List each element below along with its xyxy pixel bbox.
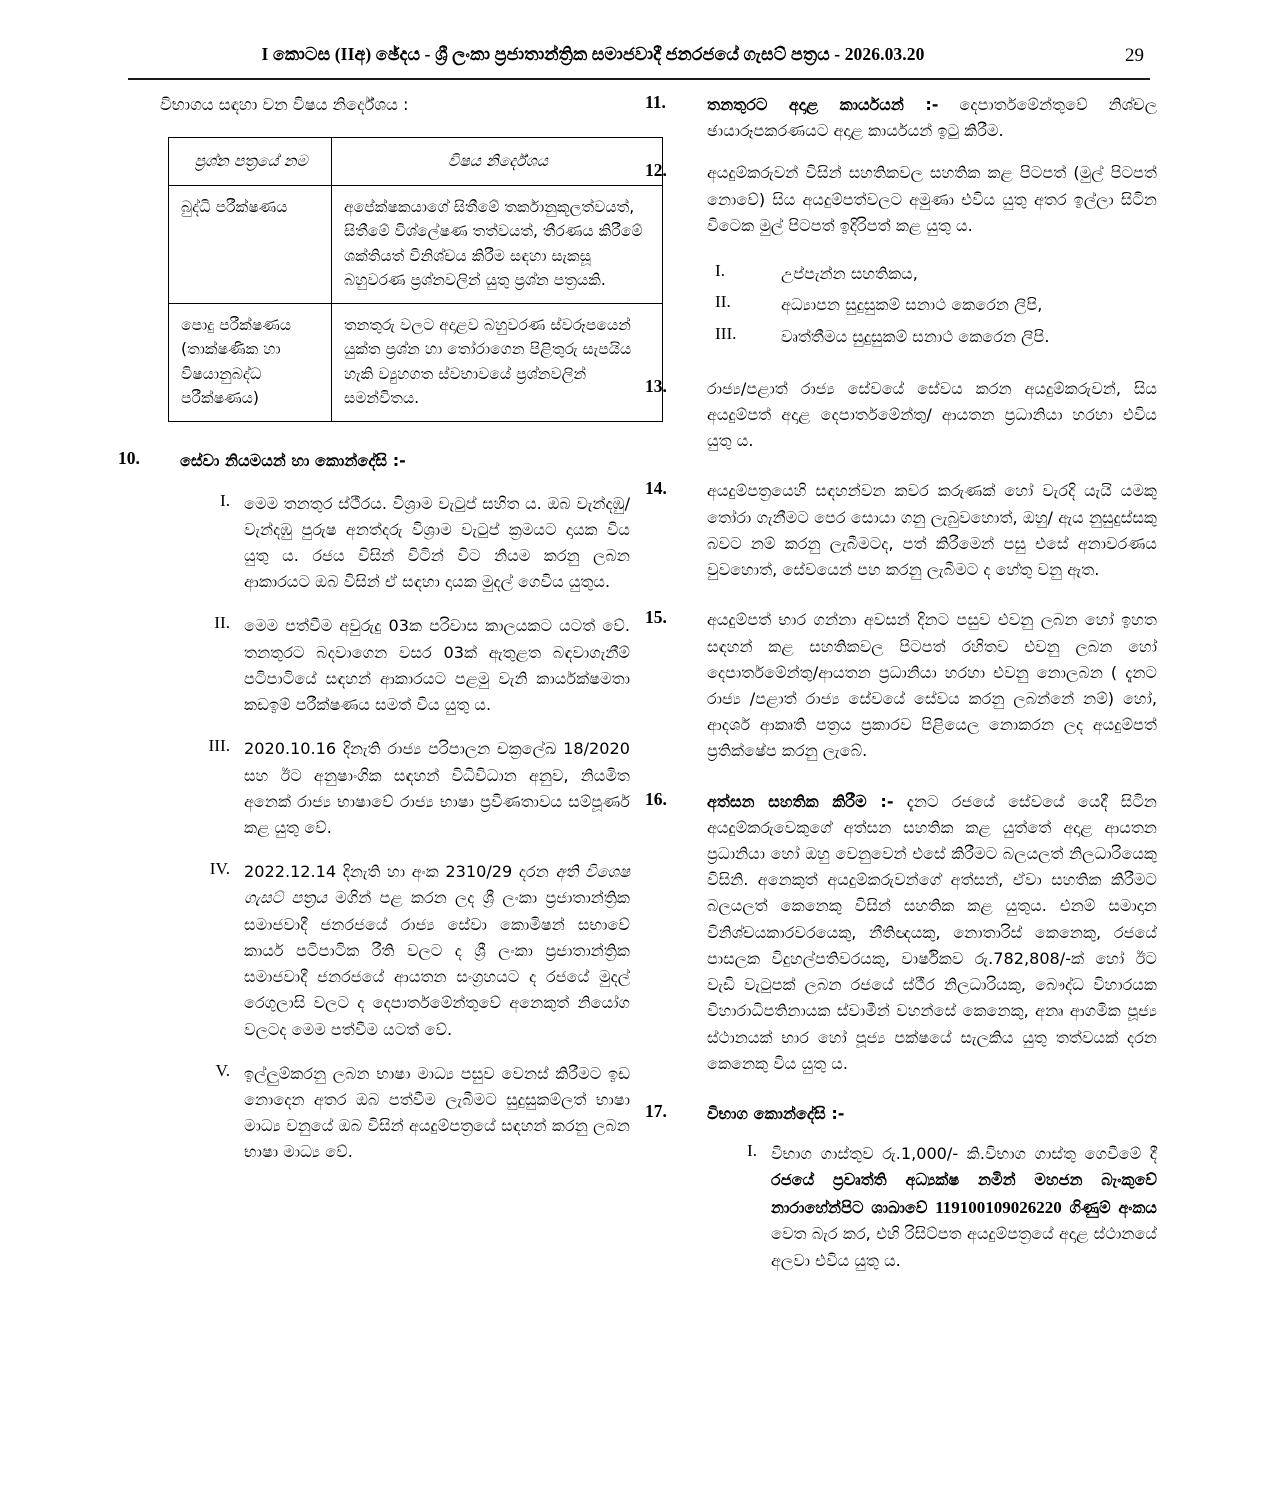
bank-payee-text: රජයේ ප්‍රවෘත්ති අධ්‍යක්ෂ නමින් මහජන බැංකුවේ නාරාහේන්පිට ශාඛාවේ [771,1170,1157,1217]
list-item [180,613,630,718]
section-10-items [180,491,630,1166]
account-label-text: ගිණුම් අංකය [1061,1197,1157,1217]
section-11-bold-lead: තනතුරට අදාළ කාර්යයන් :- [707,95,939,114]
table-row [169,185,663,303]
item-numeral: IV. [209,859,230,879]
item-numeral: V. [215,1060,230,1080]
item-numeral: I. [219,490,230,510]
section-17-number: 17. [645,1101,667,1121]
item-text-after-italic: මගින් පළ කරන ලද ශ්‍රී ලංකා ප්‍රජාතාන්ත්‍රික සමාජවාදී ජනරජයේ රාජ්‍ය සේවා කොමිෂන් සභාවේ කාර්ය පටිපාටික රීති වලට ද ශ්‍රී ලංකා ප්‍රජාතාන්ත්‍රික සමාජවාදී ජනරජයේ ආයතන සංග්‍රහයට ද රජයේ මුදල් රෙගුලාසි වලට ද දෙපාර්තමේන්තුවේ අනෙකුත් නියෝග වලටද මෙම පත්වීම යටත් වේ. [244,888,630,1039]
section-12-text: අයදුම්කරුවන් විසින් සහතිකවල සහතික කළ පිටපත් (මුල් පිටපත් නොවේ) සිය අයදුම්පත්වලට අමුණා එවිය යුතු අතර ඉල්ලා සිටින විටෙක මුල් පිටපත් ඉදිරිපත් කළ යුතු ය. [707,163,1157,235]
syllabus-table [168,137,663,423]
table-body [169,185,663,422]
section-14 [645,478,1157,583]
section-15 [645,607,1157,764]
item-text: 2020.10.16 දිනැති රාජ්‍ය පරිපාලන චක්‍රලේඛ 18/2020 සහ ඊට අනුෂාංගික සඳහන් විධිවිධාන අනුව, නියමිත අනෙක් රාජ්‍ය භාෂාවේ රාජ්‍ය භාෂා ප්‍රවීණතාවය සම්පූර්ණ කළ යුතු වේ. [244,739,630,838]
section-11-body: දෙපාර්තමේන්තුවේ නිශ්චල ඡායාරූපකරණයට අදාළ කාර්යයන් ඉටු කිරීම. [707,95,1157,141]
section-16-bold-lead: අත්සන සහතික කිරීම :- [707,791,894,811]
section-17-items [707,1141,1157,1274]
cell-paper-name: පොදු පරීක්ෂණය (තාක්ෂණික හා විෂයානුබද්ධ පරීක්ෂණය) [169,304,332,422]
item-numeral: III. [715,323,737,343]
page-number: 29 [1125,45,1144,66]
section-16-number: 16. [645,788,667,809]
cell-paper-name: බුද්ධි පරීක්ෂණය [169,185,332,303]
right-column [645,92,1157,1292]
item-text [771,1141,1157,1274]
exam-fee-text: විභාග ගාස්තුව රු.1,000/- කි.විභාග ගාස්තු ගෙවීමේ දී [771,1144,1157,1164]
list-item [707,292,1157,318]
item-text: වෘත්තීමය සුදුසුකම් සනාථ කෙරෙන ලිපි. [781,326,1050,346]
column-header-paper-name: ප්‍රශ්න පත්‍රයේ නම [169,137,332,185]
cell-syllabus-description: තනතුරු වලට අදාළව බහුවරණ ස්වරූපයෙන් යුක්ත ප්‍රශ්න හා තෝරාගෙන පිළිතුරු සැපයිය හැකි ව්‍යුහගත ස්වභාවයේ ප්‍රශ්නවලින් සමන්විතය. [332,304,663,422]
item-numeral: II. [214,613,230,633]
item-text-before-italic: 2022.12.14 දිනැති හා අංක 2310/29 දරන [244,862,556,882]
table-header [169,137,663,185]
syllabus-lead: විභාගය සඳහා වන විෂය නිර්දේශය : [160,95,409,114]
section-16 [645,789,1157,1077]
section-10-number: 10. [118,448,140,469]
section-17-heading: විභාග කොන්දේසි :- [707,1104,845,1123]
list-item [180,736,630,841]
item-numeral: II. [715,292,731,312]
section-13 [645,376,1157,455]
item-text: මෙම පත්වීම අවුරුදු 03ක පරිවාස කාලයකට යටත් වේ. තනතුරට බදවාගෙන වසර 03ක් ඇතුළත බඳවාගැනීම් පටිපාටියේ සඳහන් ආකාරයට පළමු වැනි කාර්යක්ෂමතා කඩඉම් පරීක්ෂණය සමත් විය යුතු ය. [244,616,630,715]
section-13-text: රාජ්‍ය/පළාත් රාජ්‍ය සේවයේ සේවය කරන අයදුම්කරුවන්, සිය අයදුම්පත් අදාළ දෙපාර්තමේන්තු/ ආයතන ප්‍රධානියා හරහා එවිය යුතු ය. [707,378,1157,451]
section-16-text [707,789,1157,1077]
section-17 [645,1101,1157,1127]
section-14-text: අයදුම්පත්‍රයෙහි සඳහන්වන කවර කරුණක් හෝ වැරදි යැයි යමකු තෝරා ගැනීමට පෙර සොයා ගනු ලැබුවහොත්, ඔහු/ ඇය නුසුදුස්සකු බවට නම් කරනු ලැබීමටද, පත් කිරීමෙන් පසු එසේ අනාවරණය වුවහොත්, සේවයෙන් පහ කරනු ලැබීමට ද හේතු වනු ඇත. [707,481,1157,580]
list-item [180,859,630,1043]
section-11-text [707,92,1157,144]
list-item [180,491,630,596]
section-10-heading: සේවා නියමයන් හා කොන්දේසි :- [180,451,406,471]
section-12-documents-list [707,261,1157,350]
cell-syllabus-description: අපේක්ෂකයාගේ සිතීමේ තර්කානුකූලත්වයත්, සිතීමේ විශ්ලේෂණ තත්වයත්, තීරණය කිරීමේ ශක්තියත් විනිශ්චය කිරීම සඳහා සැකසූ බහුවරණ ප්‍රශ්නවලින් යුතු ප්‍රශ්න පත්‍රයකි. [332,185,663,303]
section-10 [118,448,630,474]
section-13-number: 13. [645,375,667,396]
section-16-body: දැනට රජයේ සේවයේ යෙදී සිටින අයදුම්කරුවෙකුගේ අත්සන සහතික කළ යුත්තේ අදාළ ආයතන ප්‍රධානියා හෝ ඔහු වෙනුවෙන් එසේ කිරීමට බලයලත් නිලධාරියෙකු විසිනි. අනෙකුත් අයදුම්කරුවන්ගේ අත්සන්, ඒවා සහතික කිරීමට බලයලත් කෙනෙකු විසින් සහතික කළ යුතුය. එනම් සමාදාන විනිශ්චයකාරවරයෙකු, නීතිඥයකු, නොතාරිස් කෙනෙකු, රජයේ පාසලක විදුහල්පතිවරයකු, වාර්ෂිකව රු.782,808/-ක් හෝ ඊට වැඩි වැටුපක් ලබන රජයේ ස්ථීර නිලධාරියකු, බෞද්ධ විහාරයක විහාරාධිපතිනායක ස්වාමීන් වහන්සේ කෙනෙකු, අනෘ ආගමික පූජ්‍ය ස්ථානයක් භාර හෝ පූජ්‍ය පක්ෂයේ සැලකිය යුතු තත්වයක් දරන කෙනෙකු විය යුතු ය. [707,791,1157,1073]
item-numeral: I. [715,261,726,281]
section-12 [645,160,1157,239]
list-item [707,324,1157,350]
left-column [118,92,643,1184]
item-numeral: I. [746,1141,757,1161]
item-text [244,859,630,1043]
header-title: I කොටස (IIඅ) ඡේදය - ශ්‍රී ලංකා ප්‍රජාතාන්ත්‍රික සමාජවාදී ජනරජයේ ගැසට් පත්‍රය - 2026.03.20 [261,44,925,64]
item-text: මෙම තනතුර ස්ථීරය. විශ්‍රාම වැටුප් සහිත ය. ඔබ වැන්දඹු/වැන්දඹු පුරුෂ අනත්දරු විශ්‍රාම වැටුප් ක්‍රමයට දායක විය යුතු ය. රජය විසින් විටින් විට නියම කරනු ලබන ආකාරයට ඔබ විසින් ඒ සඳහා දායක මුදල් ගෙවිය යුතුය. [244,493,630,592]
page-header [128,44,1150,82]
table-header-row [169,137,663,185]
item-numeral: III. [208,736,230,756]
receipt-instruction-text: වෙත බැර කර, එහි රිසිට්පත අයදුම්පත්‍රයේ අදාළ ස්ථානයේ අලවා එවිය යුතු ය. [771,1224,1157,1270]
section-15-text: අයදුම්පත් භාර ගන්නා අවසන් දිනට පසුව එවනු ලබන හෝ ඉහත සඳහන් කළ සහතිකවල පිටපත් රහිතව එවනු ලබන හෝ දෙපාර්තමේන්තු/ආයතන ප්‍රධානියා හරහා එවනු නොලබන ( දැනට රාජ්‍ය /පළාත් රාජ්‍ය සේවයේ සේවය කරනු ලබන්නේ නම්) හෝ, ආදර්ශ ආකෘති පත්‍රය ප්‍රකාරව පිළියෙල නොකරන ලද අයදුම්පත් ප්‍රතික්ෂේප කරනු ලැබේ. [707,610,1157,761]
section-11-number: 11. [645,92,666,112]
list-item [707,261,1157,287]
header-divider [128,78,1150,80]
gazette-reference-italic: අති විශෙෂ ගැසට් පත්‍රය [244,862,630,908]
table-row [169,304,663,422]
column-header-syllabus: විෂය නිර්දේශය [332,137,663,185]
item-text: උප්පැන්න සහතිකය, [781,264,918,284]
section-11 [645,92,1157,144]
item-text: ඉල්ලුම්කරනු ලබන භාෂා මාධ්‍ය පසුව වෙනස් කිරීමට ඉඩ නොදෙන අතර ඔබ පත්වීම ලැබීමට සුදුසුකම්ලත් භාෂා මාධ්‍ය වනුයේ ඔබ විසින් අයදුම්පත්‍රයේ සඳහන් කරනු ලබන භාෂා මාධ්‍ය වේ. [244,1063,630,1162]
bank-account-number: 119100109026220 [935,1197,1062,1217]
section-12-number: 12. [645,160,667,181]
section-15-number: 15. [645,607,667,628]
item-text: අධ්‍යාපන සුදුසුකම් සනාථ කෙරෙන ලිපි, [781,295,1043,315]
list-item [180,1061,630,1166]
section-14-number: 14. [645,478,667,499]
list-item [707,1141,1157,1274]
